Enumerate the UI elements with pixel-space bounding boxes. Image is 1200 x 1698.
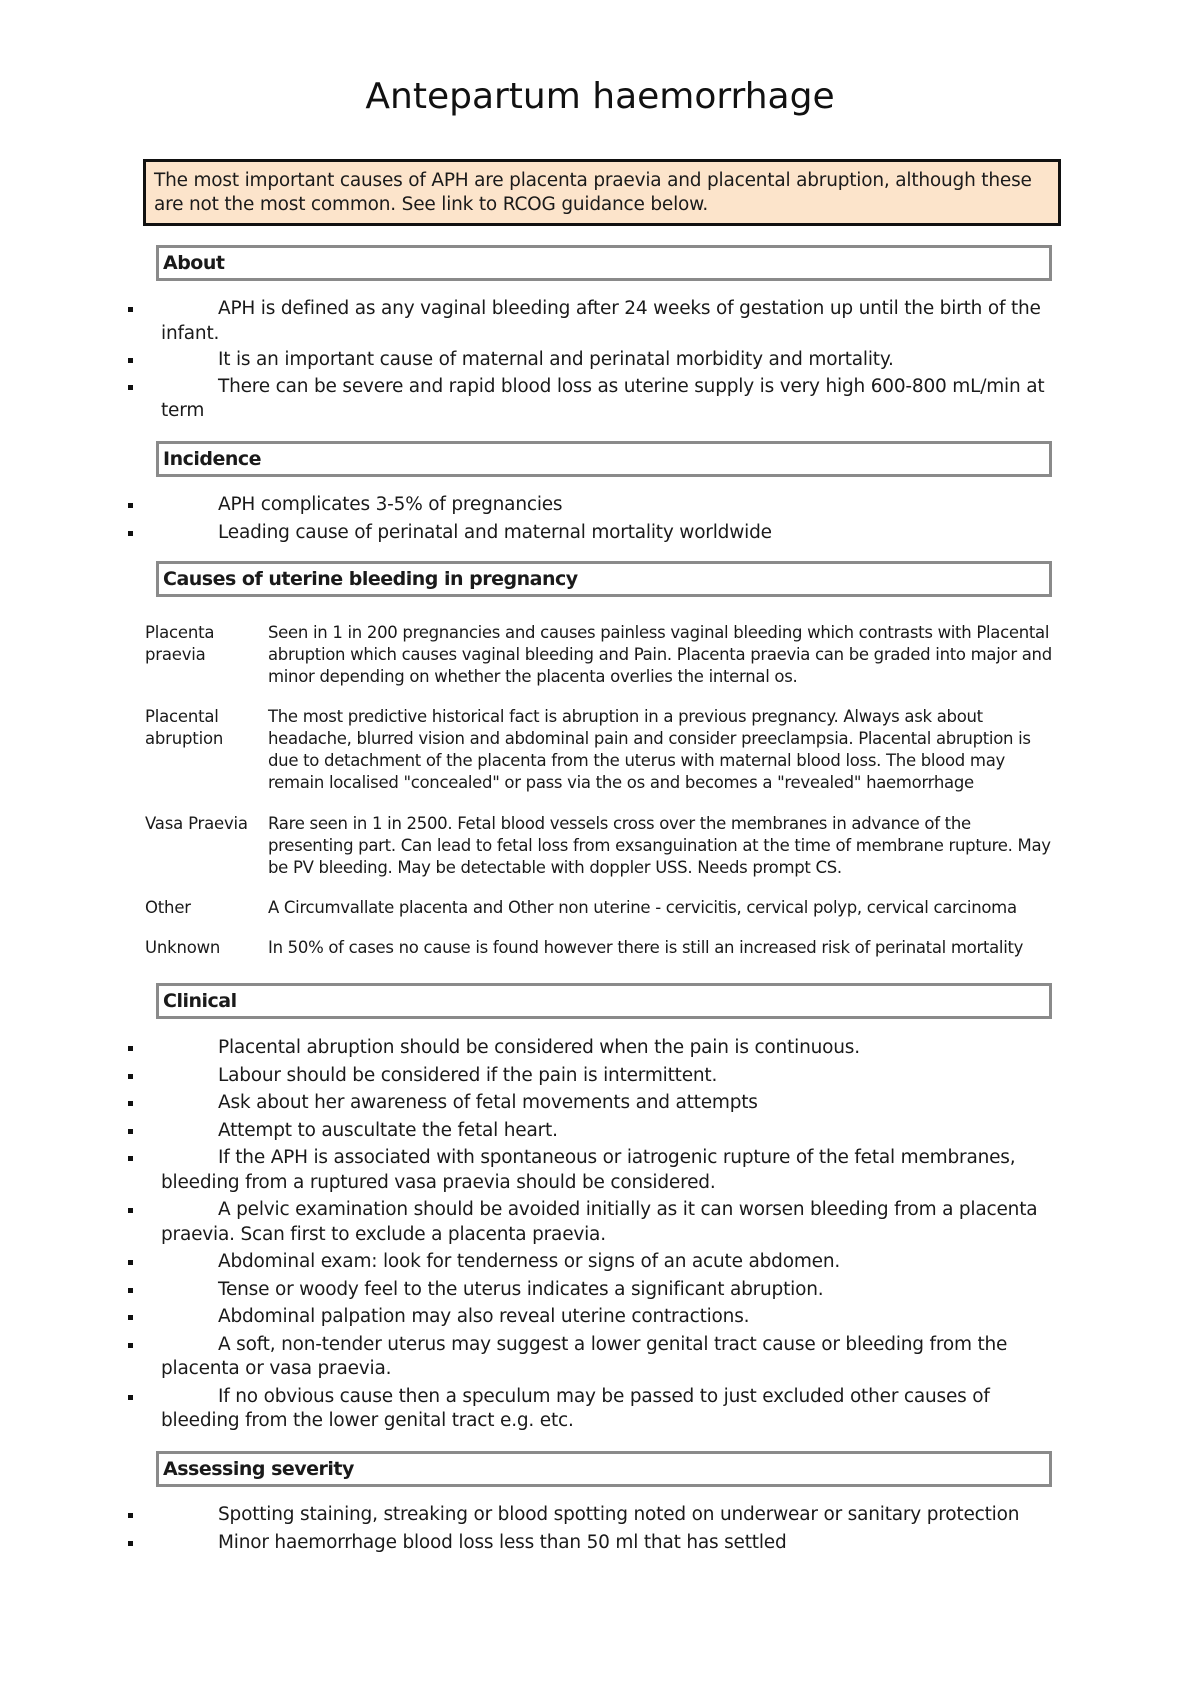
- cause-label-placenta-praevia: Placenta praevia: [145, 623, 215, 664]
- list-item: Tense or woody feel to the uterus indicates a significant abruption.: [0, 1278, 1200, 1303]
- key-point-callout: The most important causes of APH are placenta praevia and placental abruption, although these are not the most common. See link to RCOG guidance below.: [143, 159, 1061, 226]
- list-item: Labour should be considered if the pain is intermittent.: [0, 1064, 1200, 1089]
- cause-label-other: Other: [145, 898, 191, 917]
- section-heading-causes: Causes of uterine bleeding in pregnancy: [156, 561, 1052, 597]
- section-heading-about: About: [156, 245, 1052, 281]
- list-item: Abdominal exam: look for tenderness or signs of an acute abdomen.: [0, 1250, 1200, 1275]
- cause-description-vasa-praevia: Rare seen in 1 in 2500. Fetal blood vessels cross over the membranes in advance of the presenting part. Can lead to fetal loss from exsanguination at the time of membrane rupture. May be PV bleeding. May be detectable with doppler USS. Needs prompt CS.: [268, 814, 1051, 877]
- list-item: A pelvic examination should be avoided initially as it can worsen bleeding from a placenta praevia. Scan first to exclude a placenta praevia.: [0, 1198, 1200, 1247]
- cause-label-unknown: Unknown: [145, 938, 221, 957]
- cause-description-placental-abruption: The most predictive historical fact is abruption in a previous pregnancy. Always ask about headache, blurred vision and abdominal pain and consider preeclampsia. Placental abruption is due to detachment of the placenta from the uterus with maternal blood loss. The blood may remain localised "concealed" or pass via the os and becomes a "revealed" haemorrhage: [268, 707, 1031, 792]
- cause-description-unknown: In 50% of cases no cause is found however there is still an increased risk of perinatal mortality: [268, 938, 1024, 957]
- list-item: APH complicates 3-5% of pregnancies: [0, 493, 1200, 518]
- cause-description-other: A Circumvallate placenta and Other non uterine - cervicitis, cervical polyp, cervical carcinoma: [268, 898, 1017, 917]
- section-heading-assessing-severity: Assessing severity: [156, 1451, 1052, 1487]
- cause-label-placental-abruption: Placental abruption: [145, 707, 224, 748]
- cause-description-placenta-praevia: Seen in 1 in 200 pregnancies and causes painless vaginal bleeding which contrasts with Placental abruption which causes vaginal bleeding and Pain. Placenta praevia can be graded into major and minor depending on whether the placenta overlies the internal os.: [268, 623, 1052, 686]
- list-item: It is an important cause of maternal and perinatal morbidity and mortality.: [0, 348, 1200, 373]
- list-item: If no obvious cause then a speculum may be passed to just excluded other causes of bleeding from the lower genital tract e.g. etc.: [0, 1385, 1200, 1434]
- list-item: Ask about her awareness of fetal movements and attempts: [0, 1091, 1200, 1116]
- incidence-list: [0, 493, 1200, 545]
- section-heading-clinical: Clinical: [156, 983, 1052, 1019]
- severity-list: [0, 1503, 1200, 1555]
- page-title: Antepartum haemorrhage: [365, 76, 835, 117]
- list-item: APH is defined as any vaginal bleeding after 24 weeks of gestation up until the birth of the infant.: [0, 297, 1200, 346]
- list-item: A soft, non-tender uterus may suggest a lower genital tract cause or bleeding from the placenta or vasa praevia.: [0, 1333, 1200, 1382]
- cause-label-vasa-praevia: Vasa Praevia: [145, 814, 248, 833]
- about-list: [0, 297, 1200, 424]
- clinical-list: [0, 1036, 1200, 1434]
- list-item: Placental abruption should be considered when the pain is continuous.: [0, 1036, 1200, 1061]
- list-item: Spotting staining, streaking or blood spotting noted on underwear or sanitary protection: [0, 1503, 1200, 1528]
- list-item: Minor haemorrhage blood loss less than 50 ml that has settled: [0, 1531, 1200, 1556]
- list-item: If the APH is associated with spontaneous or iatrogenic rupture of the fetal membranes, bleeding from a ruptured vasa praevia should be considered.: [0, 1146, 1200, 1195]
- list-item: There can be severe and rapid blood loss as uterine supply is very high 600-800 mL/min at term: [0, 375, 1200, 424]
- list-item: Leading cause of perinatal and maternal mortality worldwide: [0, 521, 1200, 546]
- section-heading-incidence: Incidence: [156, 441, 1052, 477]
- list-item: Abdominal palpation may also reveal uterine contractions.: [0, 1305, 1200, 1330]
- list-item: Attempt to auscultate the fetal heart.: [0, 1119, 1200, 1144]
